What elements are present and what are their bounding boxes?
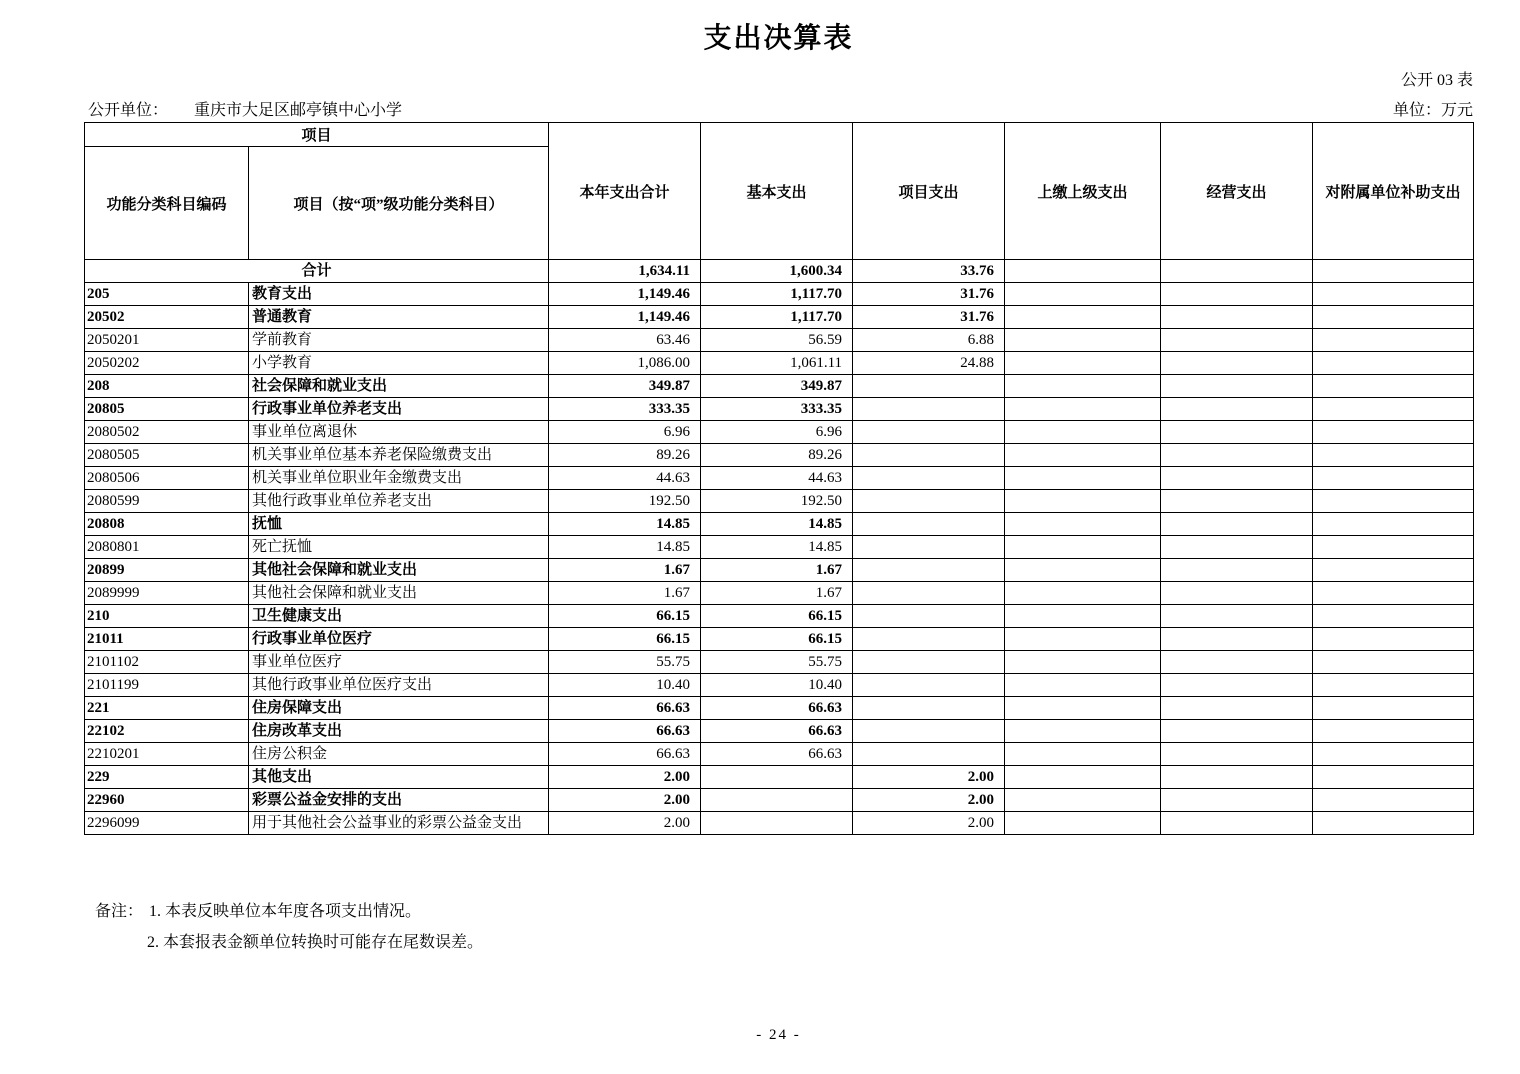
row-value-cell-operating [1161,651,1313,674]
meta-row [88,97,1473,120]
row-value-cell-basic: 44.63 [701,467,853,490]
table-row [85,743,1474,766]
row-value-cell-basic: 66.63 [701,697,853,720]
row-value-cell-upper [1005,352,1161,375]
row-value-cell-subsidy [1313,329,1474,352]
row-value-cell-operating [1161,421,1313,444]
row-item-cell: 卫生健康支出 [249,605,549,628]
row-value-cell-upper [1005,628,1161,651]
row-item-cell: 普通教育 [249,306,549,329]
row-value-cell-operating [1161,582,1313,605]
row-value-cell-upper [1005,697,1161,720]
row-code-cell: 2080505 [85,444,249,467]
row-value-cell-subsidy [1313,651,1474,674]
row-code-cell: 2080801 [85,536,249,559]
row-value-cell-basic: 66.15 [701,628,853,651]
row-value-cell-project [853,582,1005,605]
table-row [85,467,1474,490]
row-value-cell-basic: 66.63 [701,720,853,743]
note-line-1 [95,896,483,927]
row-value-cell-subsidy [1313,306,1474,329]
row-code-cell: 205 [85,283,249,306]
table-row [85,513,1474,536]
row-item-cell: 机关事业单位职业年金缴费支出 [249,467,549,490]
row-code-cell: 2089999 [85,582,249,605]
row-value-cell-operating [1161,490,1313,513]
row-value-cell-upper [1005,306,1161,329]
table-row [85,766,1474,789]
public-unit-line [88,97,402,120]
row-value-cell-total: 14.85 [549,536,701,559]
row-value-cell-operating [1161,467,1313,490]
row-value-cell-project [853,674,1005,697]
row-code-cell: 221 [85,697,249,720]
header-row-top [85,123,1474,147]
row-value-cell-total: 1,634.11 [549,260,701,283]
table-row [85,720,1474,743]
row-value-cell-operating [1161,352,1313,375]
table-row [85,444,1474,467]
row-value-cell-upper [1005,605,1161,628]
note-text-2: 2. 本套报表金额单位转换时可能存在尾数误差。 [147,934,484,951]
row-value-cell-total: 66.15 [549,605,701,628]
row-value-cell-basic: 1,061.11 [701,352,853,375]
row-value-cell-operating [1161,398,1313,421]
row-value-cell-total: 349.87 [549,375,701,398]
row-value-cell-basic: 1.67 [701,559,853,582]
row-value-cell-subsidy [1313,283,1474,306]
row-value-cell-basic: 1.67 [701,582,853,605]
row-code-cell: 21011 [85,628,249,651]
note-text-1: 1. 本表反映单位本年度各项支出情况。 [149,903,422,920]
row-value-cell-upper [1005,513,1161,536]
row-value-cell-upper [1005,651,1161,674]
row-value-cell-subsidy [1313,605,1474,628]
row-value-cell-total: 2.00 [549,766,701,789]
row-value-cell-project: 2.00 [853,766,1005,789]
row-value-cell-basic: 10.40 [701,674,853,697]
table-row [85,398,1474,421]
row-value-cell-subsidy [1313,513,1474,536]
row-value-cell-total: 55.75 [549,651,701,674]
row-value-cell-project: 31.76 [853,306,1005,329]
row-value-cell-upper [1005,720,1161,743]
row-value-cell-operating [1161,444,1313,467]
row-value-cell-total: 1,086.00 [549,352,701,375]
row-value-cell-basic: 66.15 [701,605,853,628]
row-code-cell: 22102 [85,720,249,743]
row-value-cell-subsidy [1313,490,1474,513]
table-row [85,582,1474,605]
table-row [85,651,1474,674]
row-value-cell-total: 1.67 [549,559,701,582]
row-value-cell-total: 2.00 [549,812,701,835]
row-value-cell-total: 10.40 [549,674,701,697]
row-code-cell: 20805 [85,398,249,421]
row-value-cell-operating [1161,559,1313,582]
row-value-cell-project [853,605,1005,628]
row-value-cell-upper [1005,260,1161,283]
row-value-cell-operating [1161,375,1313,398]
row-item-cell: 事业单位离退休 [249,421,549,444]
row-value-cell-operating [1161,697,1313,720]
table-row [85,559,1474,582]
row-value-cell-total: 1.67 [549,582,701,605]
row-item-cell: 行政事业单位养老支出 [249,398,549,421]
row-code-cell: 2296099 [85,812,249,835]
row-value-cell-basic: 349.87 [701,375,853,398]
row-value-cell-basic: 56.59 [701,329,853,352]
row-value-cell-basic: 333.35 [701,398,853,421]
row-value-cell-subsidy [1313,789,1474,812]
row-value-cell-upper [1005,444,1161,467]
row-value-cell-basic: 89.26 [701,444,853,467]
row-value-cell-project [853,398,1005,421]
row-value-cell-total: 333.35 [549,398,701,421]
row-code-cell: 2080502 [85,421,249,444]
row-value-cell-project [853,513,1005,536]
notes-label: 备注： [95,903,144,920]
row-value-cell-upper [1005,559,1161,582]
row-value-cell-total: 2.00 [549,789,701,812]
row-title-cell: 合计 [85,260,549,283]
row-value-cell-project: 6.88 [853,329,1005,352]
row-value-cell-upper [1005,467,1161,490]
table-row [85,352,1474,375]
row-value-cell-upper [1005,743,1161,766]
row-value-cell-upper [1005,283,1161,306]
row-value-cell-total: 44.63 [549,467,701,490]
row-value-cell-operating [1161,605,1313,628]
row-value-cell-upper [1005,421,1161,444]
row-value-cell-subsidy [1313,559,1474,582]
row-value-cell-upper [1005,789,1161,812]
row-value-cell-project [853,536,1005,559]
row-code-cell: 2101199 [85,674,249,697]
table-row [85,697,1474,720]
row-item-cell: 其他社会保障和就业支出 [249,582,549,605]
row-value-cell-subsidy [1313,398,1474,421]
header-item: 项目（按“项”级功能分类科目） [249,147,549,260]
header-project: 项目支出 [853,123,1005,260]
row-value-cell-total: 66.63 [549,697,701,720]
row-value-cell-basic [701,789,853,812]
row-value-cell-operating [1161,260,1313,283]
row-item-cell: 用于其他社会公益事业的彩票公益金支出 [249,812,549,835]
public-unit-name: 重庆市大足区邮亭镇中心小学 [194,102,403,119]
page-title: 支出决算表 [703,23,854,54]
row-value-cell-upper [1005,398,1161,421]
row-value-cell-operating [1161,283,1313,306]
row-value-cell-subsidy [1313,674,1474,697]
row-value-cell-total: 14.85 [549,513,701,536]
row-code-cell: 2101102 [85,651,249,674]
table-row [85,789,1474,812]
row-value-cell-subsidy [1313,260,1474,283]
table-row [85,628,1474,651]
row-value-cell-operating [1161,766,1313,789]
table-row [85,260,1474,283]
row-value-cell-basic [701,766,853,789]
row-value-cell-project [853,697,1005,720]
table-code: 公开 03 表 [1400,72,1473,89]
row-value-cell-operating [1161,513,1313,536]
row-value-cell-subsidy [1313,743,1474,766]
row-code-cell: 2050201 [85,329,249,352]
table-row [85,421,1474,444]
row-value-cell-project [853,651,1005,674]
row-value-cell-project [853,421,1005,444]
row-value-cell-subsidy [1313,375,1474,398]
row-item-cell: 事业单位医疗 [249,651,549,674]
row-value-cell-upper [1005,375,1161,398]
row-code-cell: 229 [85,766,249,789]
row-value-cell-basic: 6.96 [701,421,853,444]
currency-unit: 单位：万元 [1392,102,1473,119]
row-value-cell-subsidy [1313,444,1474,467]
header-project-group: 项目 [85,123,549,147]
page-number: - 24 - [756,1027,801,1043]
row-value-cell-total: 192.50 [549,490,701,513]
row-item-cell: 抚恤 [249,513,549,536]
row-value-cell-project [853,743,1005,766]
row-value-cell-operating [1161,306,1313,329]
row-value-cell-upper [1005,812,1161,835]
row-item-cell: 住房保障支出 [249,697,549,720]
row-value-cell-total: 89.26 [549,444,701,467]
row-item-cell: 机关事业单位基本养老保险缴费支出 [249,444,549,467]
row-value-cell-project [853,559,1005,582]
row-item-cell: 其他行政事业单位医疗支出 [249,674,549,697]
header-operating: 经营支出 [1161,123,1313,260]
row-value-cell-project [853,720,1005,743]
table-row [85,536,1474,559]
row-item-cell: 行政事业单位医疗 [249,628,549,651]
table-row [85,283,1474,306]
row-value-cell-operating [1161,743,1313,766]
row-value-cell-upper [1005,329,1161,352]
row-value-cell-project [853,467,1005,490]
header-subsidy: 对附属单位补助支出 [1313,123,1474,260]
table-row [85,329,1474,352]
row-value-cell-project [853,444,1005,467]
table-row [85,674,1474,697]
row-value-cell-project [853,375,1005,398]
row-item-cell: 死亡抚恤 [249,536,549,559]
row-value-cell-total: 1,149.46 [549,306,701,329]
row-code-cell: 2080599 [85,490,249,513]
row-code-cell: 2080506 [85,467,249,490]
row-value-cell-total: 6.96 [549,421,701,444]
expenditure-table [84,122,1474,835]
row-value-cell-subsidy [1313,421,1474,444]
row-code-cell: 20502 [85,306,249,329]
table-row [85,490,1474,513]
row-value-cell-basic: 55.75 [701,651,853,674]
row-code-cell: 22960 [85,789,249,812]
row-value-cell-basic: 1,117.70 [701,306,853,329]
row-code-cell: 2210201 [85,743,249,766]
row-value-cell-operating [1161,789,1313,812]
row-value-cell-project [853,490,1005,513]
row-value-cell-subsidy [1313,697,1474,720]
row-value-cell-basic: 66.63 [701,743,853,766]
row-value-cell-subsidy [1313,628,1474,651]
row-value-cell-operating [1161,329,1313,352]
row-value-cell-upper [1005,674,1161,697]
row-value-cell-subsidy [1313,352,1474,375]
row-item-cell: 学前教育 [249,329,549,352]
notes [95,896,483,958]
note-line-2 [95,927,483,958]
table-body [85,260,1474,835]
table-row [85,605,1474,628]
row-value-cell-subsidy [1313,536,1474,559]
row-value-cell-total: 66.63 [549,720,701,743]
row-value-cell-subsidy [1313,766,1474,789]
row-value-cell-upper [1005,582,1161,605]
row-value-cell-basic: 1,600.34 [701,260,853,283]
row-item-cell: 其他社会保障和就业支出 [249,559,549,582]
header-code: 功能分类科目编码 [85,147,249,260]
table-row [85,306,1474,329]
row-value-cell-project: 31.76 [853,283,1005,306]
row-value-cell-operating [1161,720,1313,743]
row-value-cell-operating [1161,812,1313,835]
row-item-cell: 彩票公益金安排的支出 [249,789,549,812]
row-code-cell: 210 [85,605,249,628]
row-code-cell: 20808 [85,513,249,536]
row-value-cell-basic [701,812,853,835]
header-basic: 基本支出 [701,123,853,260]
row-value-cell-subsidy [1313,467,1474,490]
row-value-cell-subsidy [1313,582,1474,605]
row-value-cell-subsidy [1313,720,1474,743]
row-value-cell-operating [1161,674,1313,697]
row-code-cell: 208 [85,375,249,398]
row-value-cell-basic: 192.50 [701,490,853,513]
table-row [85,812,1474,835]
row-value-cell-upper [1005,536,1161,559]
row-value-cell-upper [1005,766,1161,789]
row-item-cell: 教育支出 [249,283,549,306]
row-value-cell-project: 33.76 [853,260,1005,283]
row-item-cell: 住房改革支出 [249,720,549,743]
row-code-cell: 20899 [85,559,249,582]
row-value-cell-total: 66.63 [549,743,701,766]
table-row [85,375,1474,398]
row-value-cell-subsidy [1313,812,1474,835]
header-upper: 上缴上级支出 [1005,123,1161,260]
row-value-cell-total: 1,149.46 [549,283,701,306]
row-code-cell: 2050202 [85,352,249,375]
row-value-cell-project: 2.00 [853,789,1005,812]
row-item-cell: 其他支出 [249,766,549,789]
row-value-cell-total: 63.46 [549,329,701,352]
row-value-cell-project: 2.00 [853,812,1005,835]
row-value-cell-upper [1005,490,1161,513]
row-value-cell-project [853,628,1005,651]
row-item-cell: 社会保障和就业支出 [249,375,549,398]
row-value-cell-basic: 14.85 [701,536,853,559]
row-item-cell: 小学教育 [249,352,549,375]
row-value-cell-basic: 14.85 [701,513,853,536]
row-value-cell-basic: 1,117.70 [701,283,853,306]
public-unit-label: 公开单位： [88,102,169,119]
row-value-cell-total: 66.15 [549,628,701,651]
row-value-cell-operating [1161,628,1313,651]
row-value-cell-operating [1161,536,1313,559]
header-total: 本年支出合计 [549,123,701,260]
row-item-cell: 住房公积金 [249,743,549,766]
row-item-cell: 其他行政事业单位养老支出 [249,490,549,513]
row-value-cell-project: 24.88 [853,352,1005,375]
